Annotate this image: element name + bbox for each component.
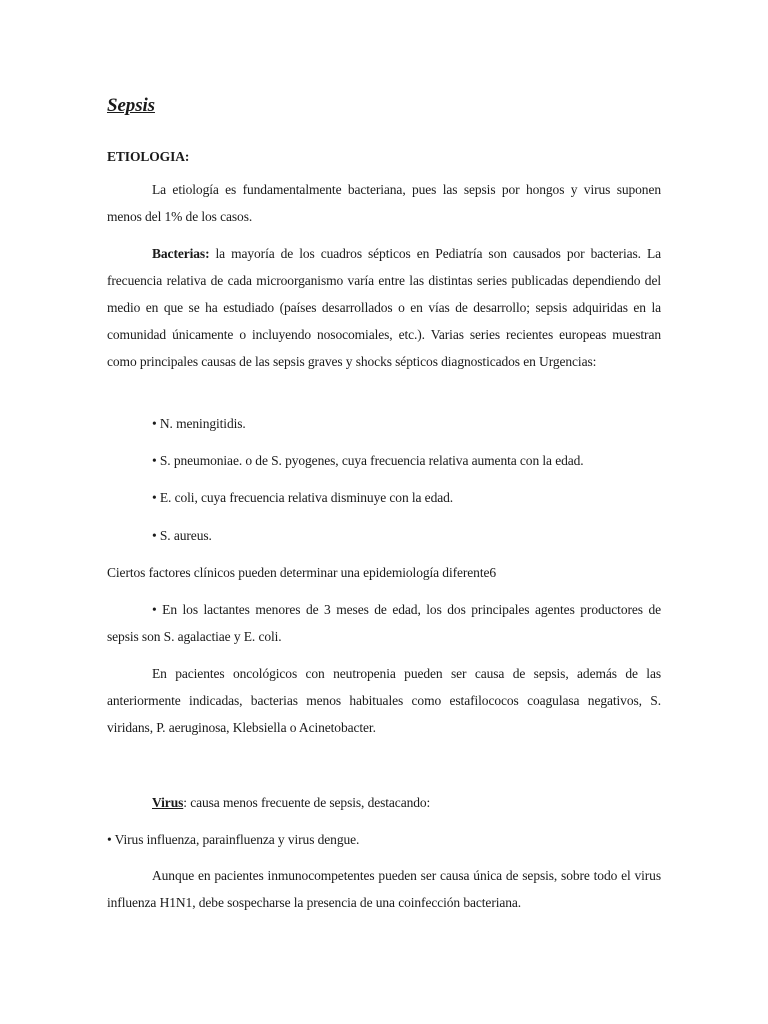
intro-paragraph: La etiología es fundamentalmente bacteriana, pues las sepsis por hongos y virus suponen menos del 1% de los casos. <box>107 182 661 224</box>
oncologicos-paragraph: En pacientes oncológicos con neutropenia pueden ser causa de sepsis, además de las anteriormente indicadas, bacterias menos habituales como estafilococos coagulasa negativos, S. viridans, P. aeruginosa, Klebsiella o Acinetobacter. <box>107 666 661 735</box>
bullet-item: • S. pneumoniae. o de S. pyogenes, cuya frecuencia relativa aumenta con la edad. <box>152 453 584 468</box>
virus-paragraph <box>107 789 661 816</box>
bacterias-text: la mayoría de los cuadros sépticos en Pediatría son causados por bacterias. La frecuencia relativa de cada microorganismo varía entre las distintas series publicadas dependiendo del medio en que se ha estudiado (países desarrollados o en vías de desarrollo; sepsis adquiridas en la comunidad únicamente o incluyendo nosocomiales, etc.). Varias series recientes europeas muestran como principales causas de las sepsis graves y shocks sépticos diagnosticados en Urgencias: <box>107 246 661 369</box>
lactantes-paragraph: • En los lactantes menores de 3 meses de edad, los dos principales agentes productores de sepsis son S. agalactiae y E. coli. <box>107 602 661 644</box>
virus-label: Virus <box>152 795 184 810</box>
section-heading-etiologia: ETIOLOGIA: <box>107 149 190 164</box>
factores-paragraph: Ciertos factores clínicos pueden determinar una epidemiología diferente6 <box>107 565 497 580</box>
bullet-item: • S. aureus. <box>152 528 212 543</box>
virus-text: : causa menos frecuente de sepsis, destacando: <box>183 795 431 810</box>
document-page <box>107 94 661 910</box>
bullet-item: • E. coli, cuya frecuencia relativa disminuye con la edad. <box>152 490 454 505</box>
document-title: Sepsis <box>107 95 155 116</box>
bullet-item: • N. meningitidis. <box>152 416 246 431</box>
inmuno-paragraph: Aunque en pacientes inmunocompetentes pueden ser causa única de sepsis, sobre todo el virus influenza H1N1, debe sospecharse la presencia de una coinfección bacteriana. <box>107 868 661 910</box>
bacterias-paragraph <box>107 240 661 375</box>
bacterias-label: Bacterias: <box>152 246 210 261</box>
virus-bullet: • Virus influenza, parainfluenza y virus dengue. <box>107 832 360 847</box>
